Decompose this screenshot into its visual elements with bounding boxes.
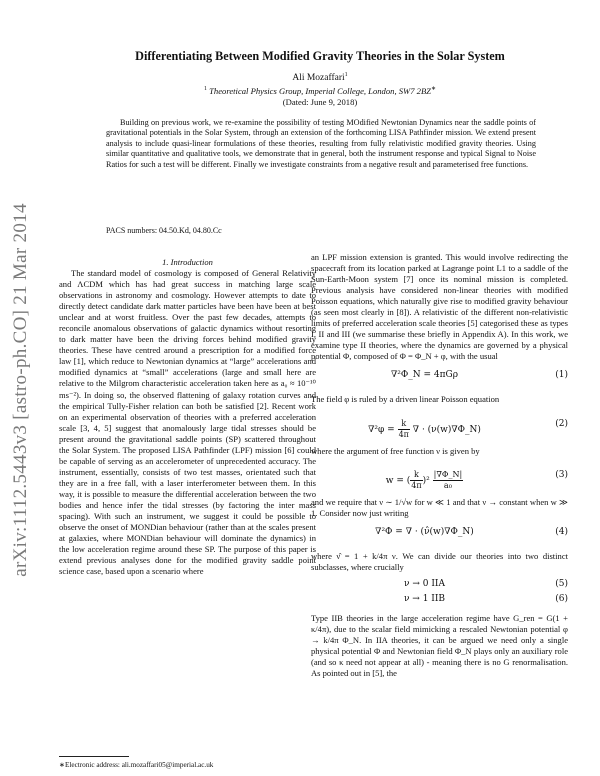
pacs-numbers: PACS numbers: 04.50.Kd, 04.80.Cc — [106, 226, 222, 235]
left-column — [59, 268, 316, 577]
equation-3-number: (3) — [555, 469, 568, 480]
author-mark: 1 — [344, 72, 348, 78]
abstract: Building on previous work, we re-examine the possibility of testing MOdified Newtonian Dynamics near the saddle points of gravitational potentials in the Solar System, through an extension of the forthcoming LISA Pathfinder mission. We extend present analysis to include quasi-linear formulations of these theories, resulting from fully relativistic modified gravity theories. Using similar quantitative and qualitative tools, we demonstrate that in general, both the instrument response and typical Signal to Noise Ratios for such a test will be different. Finally we investigate constraints from a negative result and parameterised free functions. — [106, 118, 536, 169]
equation-1 — [311, 366, 568, 390]
equation-4-number: (4) — [555, 526, 568, 537]
equation-1-body: ∇²Φ_N = 4πGρ — [390, 370, 459, 381]
author-name: Ali Mozaffari — [292, 73, 345, 84]
fraction-numerator: k — [410, 470, 422, 481]
equation-6 — [311, 593, 568, 608]
equation-3-power: )² — [422, 475, 430, 486]
intro-paragraph-5: and we require that ν ∼ 1/√w for w ≪ 1 and that ν → constant when w ≫ 1. Consider now just writing — [311, 496, 568, 518]
affiliation-mark-star: ∗ — [430, 86, 436, 92]
equation-1-number: (1) — [555, 370, 568, 381]
right-column — [311, 252, 568, 679]
equation-3 — [311, 461, 568, 493]
affiliation-text: Theoretical Physics Group, Imperial College, London, SW7 2BZ — [209, 85, 431, 96]
equation-3-fraction-1 — [410, 470, 422, 491]
fraction-denominator: 4π — [411, 480, 422, 490]
equation-3-lhs: w = ( — [385, 475, 411, 486]
footnote-email: ∗Electronic address: ali.mozaffari05@imperial.ac.uk — [59, 761, 214, 769]
equation-6-body: ν → 1 IIB — [403, 593, 446, 604]
equation-5 — [311, 578, 568, 593]
intro-paragraph-4: where the argument of free function ν is given by — [311, 445, 480, 456]
fraction-denominator: 4π — [398, 429, 409, 439]
author-line — [60, 72, 580, 83]
fraction-numerator: k — [398, 419, 410, 430]
equation-2-body — [311, 419, 538, 440]
intro-paragraph-1: The standard model of cosmology is composed of General Relativity and ΛCDM which has had great success in matching large scale observations in astronomy and cosmology. However attempts to date to directly detect candidate dark matter particles have been have been at best unclear and at worst fruitless. Over the past few decades, attempts to reconcile anomalous observations of galactic dynamics without resorting to dark matter have been the driving forces behind modified gravity theories. These have centred around a prescription for a modified force law [1], which reduce to Newtonian dynamics at “large” accelerations and modified dynamics at “small” accelerations (large and small here are relative to the Milgrom characteristic acceleration taken here as a₀ ≈ 10⁻¹⁰ ms⁻²). In doing so, the observed flattening of galaxy rotation curves and the empirical Tully-Fisher relation can both be satisfied [2]. Recent work on an experimental observation of theories with a preferred acceleration scale [3, 4, 5] suggest that anomalously large tidal stresses should be present around the gravitational saddle points (SP) scattered throughout the Solar System. The proposed LISA Pathfinder (LPF) mission [6] could be capable of serving as an accelerometer of unprecedented accuracy. The instrument, essentially, consists of two test masses, orientated such that they are in a free fall, with a laser interferometer between them. In this way, it is possible to measure the differential acceleration between the two bodies and hence infer the tidal stresses (by factoring the inter mass spacing). With such an instrument, we suggest it could be possible to observe the onset of MONDian behaviour (rather than at the scales present at galaxies, where MONDian behaviour will dominate the dynamics) in the low acceleration regime around these SP. The purpose of this paper is extend previous analyses done for the modified gravity saddle point science case, based upon a scenario where — [59, 268, 316, 577]
intro-paragraph-2: an LPF mission extension is granted. This would involve redirecting the spacecraft from its location parked at Lagrange point L1 to a saddle of the Sun-Earth-Moon system [7] once its nominal mission is completed. Previous analysis have considered non-linear theories with modified Poisson equations, which naturally give rise to modified gravity behaviour (as seen most clearly in [8]). A relativistic of the different non-relativistic limits of preferred acceleration scale theories [5] categorised these as types I, II and III (we summarise these briefly in Appendix A). In this work, we examine type II theories, where the dynamics are governed by a physical potential Φ, composed of Φ = Φ_N + φ, with the usual — [311, 252, 568, 362]
date-line: (Dated: June 9, 2018) — [282, 97, 358, 107]
equation-3-body — [311, 470, 538, 491]
paper-title: Differentiating Between Modified Gravity Theories in the Solar System — [135, 49, 505, 63]
fraction-numerator: |∇Φ_N| — [433, 469, 463, 479]
equation-3-fraction-2 — [433, 470, 464, 491]
affiliation-mark: 1 — [203, 86, 207, 92]
equation-2-number: (2) — [555, 418, 568, 429]
intro-paragraph-6: where ν̂ = 1 + k/4π ν. We can divide our theories into two distinct subclasses, where crucially — [311, 550, 568, 572]
equation-4-body: ∇²Φ = ∇ · (ν̂(w)∇Φ_N) — [375, 526, 474, 537]
fraction-denominator: a₀ — [443, 480, 452, 490]
equation-6-number: (6) — [555, 593, 568, 604]
affiliation-line — [60, 85, 580, 96]
equation-2-rhs: ∇ · (ν(w)∇Φ_N) — [412, 424, 481, 435]
equation-5-body: ν → 0 IIA — [404, 578, 445, 589]
intro-paragraph-7: Type IIB theories in the large acceleration regime have G_ren = G(1 + κ/4π), due to the scalar field mimicking a rescaled Newtonian potential φ → k/4π Φ_N. In IIA theories, it can be argued we need only a single physical potential Φ and Newtonian field Φ_N plays only an auxiliary role (and so κ need not appear at all) - meaning there is no G renormalisation. As pointed out in [5], the — [311, 612, 568, 678]
equation-5-number: (5) — [555, 578, 568, 589]
equation-2-lhs: ∇²φ = — [368, 424, 395, 435]
equation-2 — [311, 410, 568, 442]
section-heading: 1. Introduction — [162, 257, 213, 267]
arxiv-sidebar-stamp — [6, 190, 36, 590]
arxiv-identifier: arXiv:1112.5443v3 [astro-ph.CO] 21 Mar 2014 — [10, 203, 31, 577]
intro-paragraph-3: The field φ is ruled by a driven linear Poisson equation — [311, 394, 500, 405]
equation-4 — [311, 523, 568, 547]
footnote-rule — [59, 756, 129, 757]
equation-2-fraction — [398, 419, 410, 440]
